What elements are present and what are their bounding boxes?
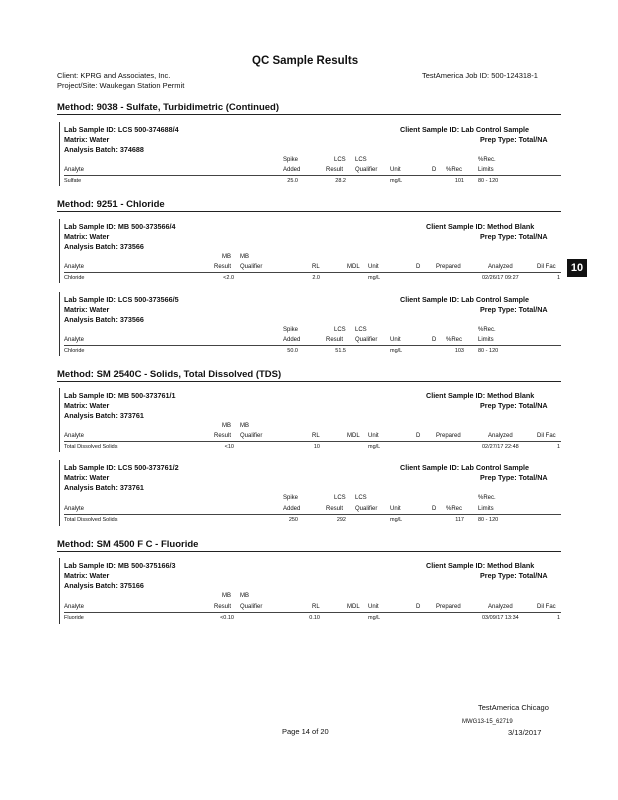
section-rule — [57, 551, 561, 552]
page-title: QC Sample Results — [252, 55, 359, 67]
col-rec-hdr: %Rec. — [478, 495, 496, 501]
col-d: D — [432, 337, 437, 343]
col-dil-fac: Dil Fac — [537, 433, 556, 439]
col-added: Added — [283, 167, 301, 173]
col-qualifier: Qualifier — [240, 604, 263, 610]
cell-analyzed: 03/09/17 13:34 — [482, 615, 519, 621]
col-unit: Unit — [390, 506, 401, 512]
cell-unit: mg/L — [368, 275, 381, 281]
col-mb: MB — [222, 593, 231, 599]
cell-spike: 50.0 — [287, 348, 298, 354]
col-unit: Unit — [368, 264, 379, 270]
col-qualifier: Qualifier — [355, 337, 378, 343]
col-result: Result — [214, 264, 232, 270]
col-added: Added — [283, 337, 301, 343]
col-analyte: Analyte — [64, 433, 85, 439]
col-rec: %Rec — [446, 167, 463, 173]
matrix: Matrix: Water — [64, 401, 110, 410]
cell-result: 51.5 — [335, 348, 346, 354]
analysis-batch: Analysis Batch: 373566 — [64, 315, 144, 324]
client-sample-id: Client Sample ID: Lab Control Sample — [400, 125, 529, 134]
cell-dil: 1 — [556, 615, 560, 621]
col-rec: %Rec — [446, 506, 463, 512]
matrix: Matrix: Water — [64, 305, 110, 314]
cell-rec: 103 — [454, 348, 464, 354]
client-sample-id: Client Sample ID: Lab Control Sample — [400, 295, 529, 304]
col-d: D — [416, 264, 421, 270]
col-unit: Unit — [390, 337, 401, 343]
cell-analyte: Total Dissolved Solids — [64, 517, 118, 523]
col-spike: Spike — [283, 495, 299, 501]
col-mdl: MDL — [347, 604, 360, 610]
col-rec-hdr: %Rec. — [478, 157, 496, 163]
analysis-batch: Analysis Batch: 373566 — [64, 242, 144, 251]
cell-limits: 80 - 120 — [478, 178, 499, 184]
col-analyzed: Analyzed — [488, 604, 513, 610]
col-analyte: Analyte — [64, 506, 85, 512]
cell-rl: 2.0 — [312, 275, 320, 281]
lab-sample-id: Lab Sample ID: LCS 500-374688/4 — [64, 125, 179, 134]
section-rule — [57, 211, 561, 212]
cell-spike: 250 — [288, 517, 298, 523]
col-prepared: Prepared — [436, 604, 461, 610]
analysis-batch: Analysis Batch: 375166 — [64, 581, 144, 590]
matrix: Matrix: Water — [64, 473, 110, 482]
col-qualifier: Qualifier — [355, 167, 378, 173]
cell-unit: mg/L — [390, 178, 403, 184]
col-d: D — [432, 167, 437, 173]
footer-date: 3/13/2017 — [508, 728, 542, 737]
cell-analyte: Fluoride — [64, 615, 84, 621]
col-spike: Spike — [283, 327, 299, 333]
lab-sample-id: Lab Sample ID: LCS 500-373566/5 — [64, 295, 179, 304]
col-mb2: MB — [240, 423, 249, 429]
col-mb2: MB — [240, 593, 249, 599]
cell-unit: mg/L — [390, 348, 403, 354]
cell-rec: 101 — [454, 178, 464, 184]
col-lcs: LCS — [334, 327, 346, 333]
cell-analyte: Total Dissolved Solids — [64, 444, 118, 450]
col-qualifier: Qualifier — [355, 506, 378, 512]
cell-result: <10 — [224, 444, 234, 450]
client-name: Client: KPRG and Associates, Inc. — [57, 71, 171, 80]
prep-type: Prep Type: Total/NA — [480, 571, 548, 580]
method-title: Method: 9038 - Sulfate, Turbidimetric (Continued) — [57, 102, 280, 113]
cell-result: <0.10 — [220, 615, 234, 621]
client-sample-id: Client Sample ID: Method Blank — [426, 391, 535, 400]
cell-unit: mg/L — [390, 517, 403, 523]
page-number: Page 14 of 20 — [282, 727, 329, 736]
col-lcs: LCS — [334, 495, 346, 501]
lab-sample-id: Lab Sample ID: LCS 500-373761/2 — [64, 463, 179, 472]
footer-code: MWG13-15_62719 — [462, 719, 513, 725]
cell-analyte: Chloride — [64, 348, 85, 354]
method-title: Method: SM 4500 F C - Fluoride — [57, 539, 199, 550]
method-title: Method: 9251 - Chloride — [57, 199, 165, 210]
cell-result: 292 — [336, 517, 346, 523]
col-analyte: Analyte — [64, 604, 85, 610]
col-unit: Unit — [390, 167, 401, 173]
analysis-batch: Analysis Batch: 373761 — [64, 411, 144, 420]
col-rl: RL — [312, 433, 320, 439]
cell-unit: mg/L — [368, 615, 381, 621]
col-rec-hdr: %Rec. — [478, 327, 496, 333]
col-analyzed: Analyzed — [488, 433, 513, 439]
col-mdl: MDL — [347, 264, 360, 270]
col-rl: RL — [312, 604, 320, 610]
section-tab: 10 — [567, 259, 587, 277]
col-rl: RL — [312, 264, 320, 270]
analysis-batch: Analysis Batch: 373761 — [64, 483, 144, 492]
matrix: Matrix: Water — [64, 135, 110, 144]
col-d: D — [416, 433, 421, 439]
col-analyte: Analyte — [64, 167, 85, 173]
col-d: D — [432, 506, 437, 512]
col-rec: %Rec — [446, 337, 463, 343]
col-mb: MB — [222, 423, 231, 429]
method-title: Method: SM 2540C - Solids, Total Dissolved (TDS) — [57, 369, 282, 380]
col-spike: Spike — [283, 157, 299, 163]
job-id: TestAmerica Job ID: 500-124318-1 — [422, 71, 538, 80]
cell-dil: 1 — [556, 444, 560, 450]
col-dil-fac: Dil Fac — [537, 264, 556, 270]
col-lcs2: LCS — [355, 327, 367, 333]
col-result: Result — [214, 433, 232, 439]
col-result: Result — [326, 167, 344, 173]
col-dil-fac: Dil Fac — [537, 604, 556, 610]
col-qualifier: Qualifier — [240, 264, 263, 270]
footer-lab: TestAmerica Chicago — [478, 703, 549, 712]
col-limits: Limits — [478, 337, 494, 343]
lab-sample-id: Lab Sample ID: MB 500-375166/3 — [64, 561, 176, 570]
col-added: Added — [283, 506, 301, 512]
analysis-batch: Analysis Batch: 374688 — [64, 145, 144, 154]
col-result: Result — [326, 506, 344, 512]
cell-analyzed: 02/26/17 09:27 — [482, 275, 519, 281]
col-unit: Unit — [368, 433, 379, 439]
col-lcs: LCS — [334, 157, 346, 163]
col-d: D — [416, 604, 421, 610]
cell-dil: 1 — [556, 275, 560, 281]
col-result: Result — [214, 604, 232, 610]
client-sample-id: Client Sample ID: Method Blank — [426, 561, 535, 570]
cell-result: 28.2 — [335, 178, 346, 184]
col-unit: Unit — [368, 604, 379, 610]
cell-unit: mg/L — [368, 444, 381, 450]
col-lcs2: LCS — [355, 495, 367, 501]
cell-analyte: Chloride — [64, 275, 85, 281]
col-prepared: Prepared — [436, 433, 461, 439]
section-rule — [57, 114, 561, 115]
section-rule — [57, 381, 561, 382]
matrix: Matrix: Water — [64, 232, 110, 241]
col-prepared: Prepared — [436, 264, 461, 270]
col-lcs2: LCS — [355, 157, 367, 163]
col-mb: MB — [222, 254, 231, 260]
client-sample-id: Client Sample ID: Lab Control Sample — [400, 463, 529, 472]
prep-type: Prep Type: Total/NA — [480, 232, 548, 241]
col-analyte: Analyte — [64, 337, 85, 343]
col-limits: Limits — [478, 167, 494, 173]
cell-rl: 10 — [313, 444, 320, 450]
col-mdl: MDL — [347, 433, 360, 439]
prep-type: Prep Type: Total/NA — [480, 305, 548, 314]
lab-sample-id: Lab Sample ID: MB 500-373761/1 — [64, 391, 176, 400]
lab-sample-id: Lab Sample ID: MB 500-373566/4 — [64, 222, 176, 231]
cell-spike: 25.0 — [287, 178, 298, 184]
client-sample-id: Client Sample ID: Method Blank — [426, 222, 535, 231]
cell-result: <2.0 — [223, 275, 234, 281]
col-mb2: MB — [240, 254, 249, 260]
project-site: Project/Site: Waukegan Station Permit — [57, 81, 185, 90]
cell-analyte: Sulfate — [64, 178, 82, 184]
col-analyzed: Analyzed — [488, 264, 513, 270]
cell-rl: 0.10 — [309, 615, 320, 621]
col-qualifier: Qualifier — [240, 433, 263, 439]
cell-limits: 80 - 120 — [478, 517, 499, 523]
prep-type: Prep Type: Total/NA — [480, 401, 548, 410]
col-result: Result — [326, 337, 344, 343]
cell-rec: 117 — [455, 517, 464, 523]
col-limits: Limits — [478, 506, 494, 512]
prep-type: Prep Type: Total/NA — [480, 473, 548, 482]
prep-type: Prep Type: Total/NA — [480, 135, 548, 144]
matrix: Matrix: Water — [64, 571, 110, 580]
cell-limits: 80 - 120 — [478, 348, 499, 354]
col-analyte: Analyte — [64, 264, 85, 270]
cell-analyzed: 02/27/17 22:48 — [482, 444, 519, 450]
